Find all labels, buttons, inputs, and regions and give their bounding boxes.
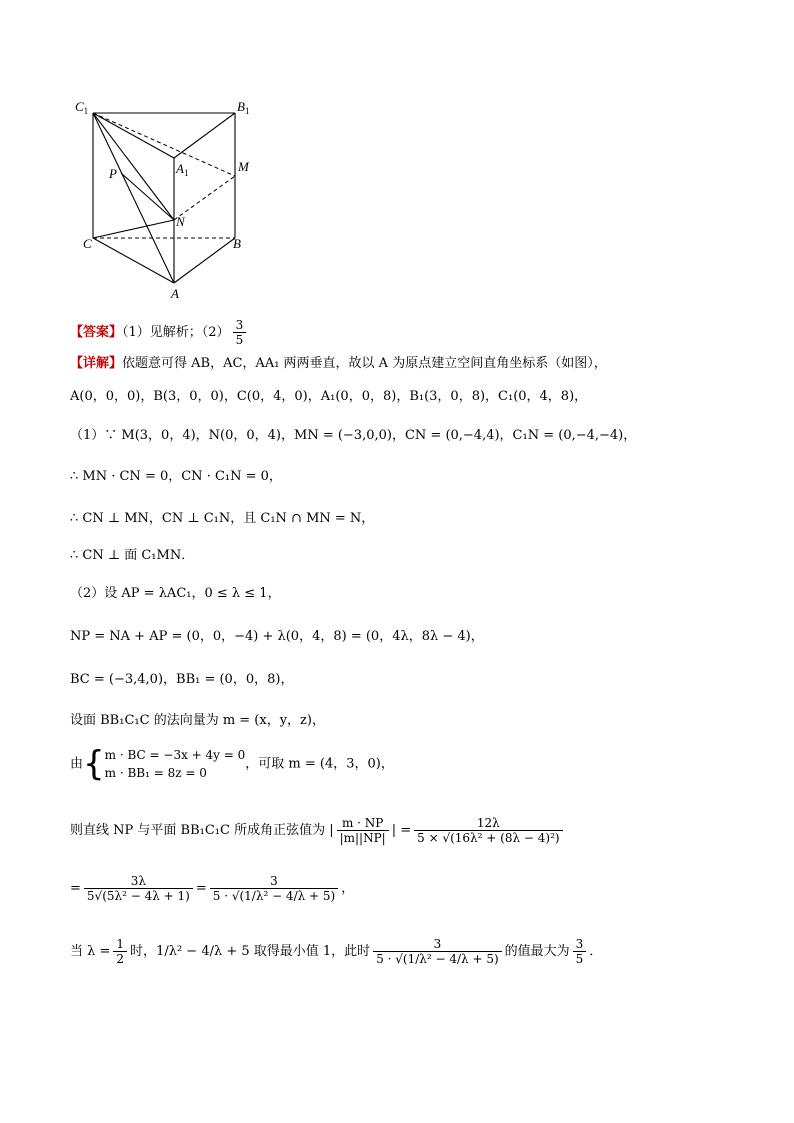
label-c1: $C_1$ (75, 99, 89, 116)
detail-line-4: ∴ MN · CN = 0，CN · C₁N = 0， (70, 469, 282, 484)
detail-line-2: A(0，0，0)，B(3，0，0)，C(0，4，0)，A₁(0，0，8)，B₁(3，0，8)，C₁(0，4，8)， (70, 389, 588, 404)
label-m: M (238, 159, 249, 174)
detail-line-6: ∴ CN ⊥ 面 C₁MN． (70, 548, 195, 563)
lambda-fraction: $\frac{1}{2}$ (113, 937, 127, 966)
label-a: A (171, 286, 179, 301)
detail-line-11: 由{ m · BC = −3x + 4y = 0 m · BB₁ = 8z = 0 ，可取 m = (4，3，0)， (70, 744, 394, 784)
label-n: N (176, 214, 185, 229)
edge-a1-b1 (174, 113, 235, 158)
label-b: B (233, 236, 241, 251)
answer-line (70, 318, 249, 347)
left-brace-icon: { (83, 744, 105, 784)
detail-line-8: NP = NA + AP = (0，0，−4) + λ(0，4，8) = (0，4λ，8λ − 4)， (70, 629, 484, 644)
label-p: P (109, 166, 117, 181)
detail-line-9: BC = (−3,4,0)，BB₁ = (0，0，8)， (70, 672, 294, 687)
edge-c-a (93, 238, 174, 283)
answer-text: （1）见解析；（2） (122, 325, 230, 340)
detail-line-7: （2）设 AP = λAC₁，0 ≤ λ ≤ 1， (70, 586, 281, 601)
equation-system: m · BC = −3x + 4y = 0 m · BB₁ = 8z = 0 (104, 748, 246, 780)
detail-line-1: 【详解】依题意可得 AB，AC，AA₁ 两两垂直，故以 A 为原点建立空间直角坐标系（如图）， (70, 356, 607, 371)
segment-c1-a (93, 113, 174, 283)
detail-line-13: = $\frac{3\lambda}{\text{5√(5λ² − 4λ + 1)}}$ = $\frac{3}{\text{5 · √(1/λ² − 4/λ + 5)}}$ ， (70, 874, 355, 903)
max-value-fraction: $\frac{3}{5}$ (573, 937, 587, 966)
segment-p-n (121, 173, 174, 220)
segment-c1-n (93, 113, 174, 220)
detail-tag: 【详解】 (70, 356, 123, 371)
label-c: C (83, 236, 92, 251)
sine-fraction-2: $\frac{12\lambda}{\text{5 × √(16λ² + (8λ − 4)²)}}$ (414, 816, 562, 845)
answer-tag: 【答案】 (70, 325, 123, 340)
edge-a-b (174, 238, 235, 283)
detail-line-10: 设面 BB₁C₁C 的法向量为 m = (x，y，z)， (70, 713, 325, 728)
simplified-fraction-2: $\frac{3}{\text{5 · √(1/λ² − 4/λ + 5)}}$ (210, 874, 338, 903)
label-b1: $B_1$ (237, 99, 250, 116)
segment-c-n (93, 220, 174, 238)
detail-line-12: 则直线 NP 与平面 BB₁C₁C 所成角正弦值为 | $\frac{m \cdot NP}{|m||NP|}$ | = $\frac{12\lambda}{\text{5 × √(16λ² + (8λ − 4)²)}}$ (70, 816, 566, 845)
simplified-fraction-1: $\frac{3\lambda}{\text{5√(5λ² − 4λ + 1)}}$ (84, 874, 193, 903)
detail-line-14: 当 λ = $\frac{1}{2}$ 时，1/λ² − 4/λ + 5 取得最小值 1，此时 $\frac{3}{\text{5 · √(1/λ² − 4/λ + 5)}}$ 的值最大为 $\frac{3}{5}$ ． (70, 937, 603, 966)
max-expression-fraction: $\frac{3}{\text{5 · √(1/λ² − 4/λ + 5)}}$ (373, 937, 501, 966)
detail-line-5: ∴ CN ⊥ MN，CN ⊥ C₁N，且 C₁N ∩ MN = N， (70, 511, 375, 526)
edge-c1-a1 (93, 113, 174, 158)
detail-line-3: （1）∵ M(3，0，4)，N(0，0，4)，MN = (−3,0,0)，CN = (0,−4,4)，C₁N = (0,−4,−4)， (70, 428, 637, 443)
sine-fraction-1: $\frac{m \cdot NP}{|m||NP|}$ (337, 816, 389, 845)
triangular-prism-figure (70, 98, 270, 308)
answer-fraction: $\frac{3}{5}$ (233, 318, 247, 347)
label-a1: $A_1$ (176, 161, 189, 178)
